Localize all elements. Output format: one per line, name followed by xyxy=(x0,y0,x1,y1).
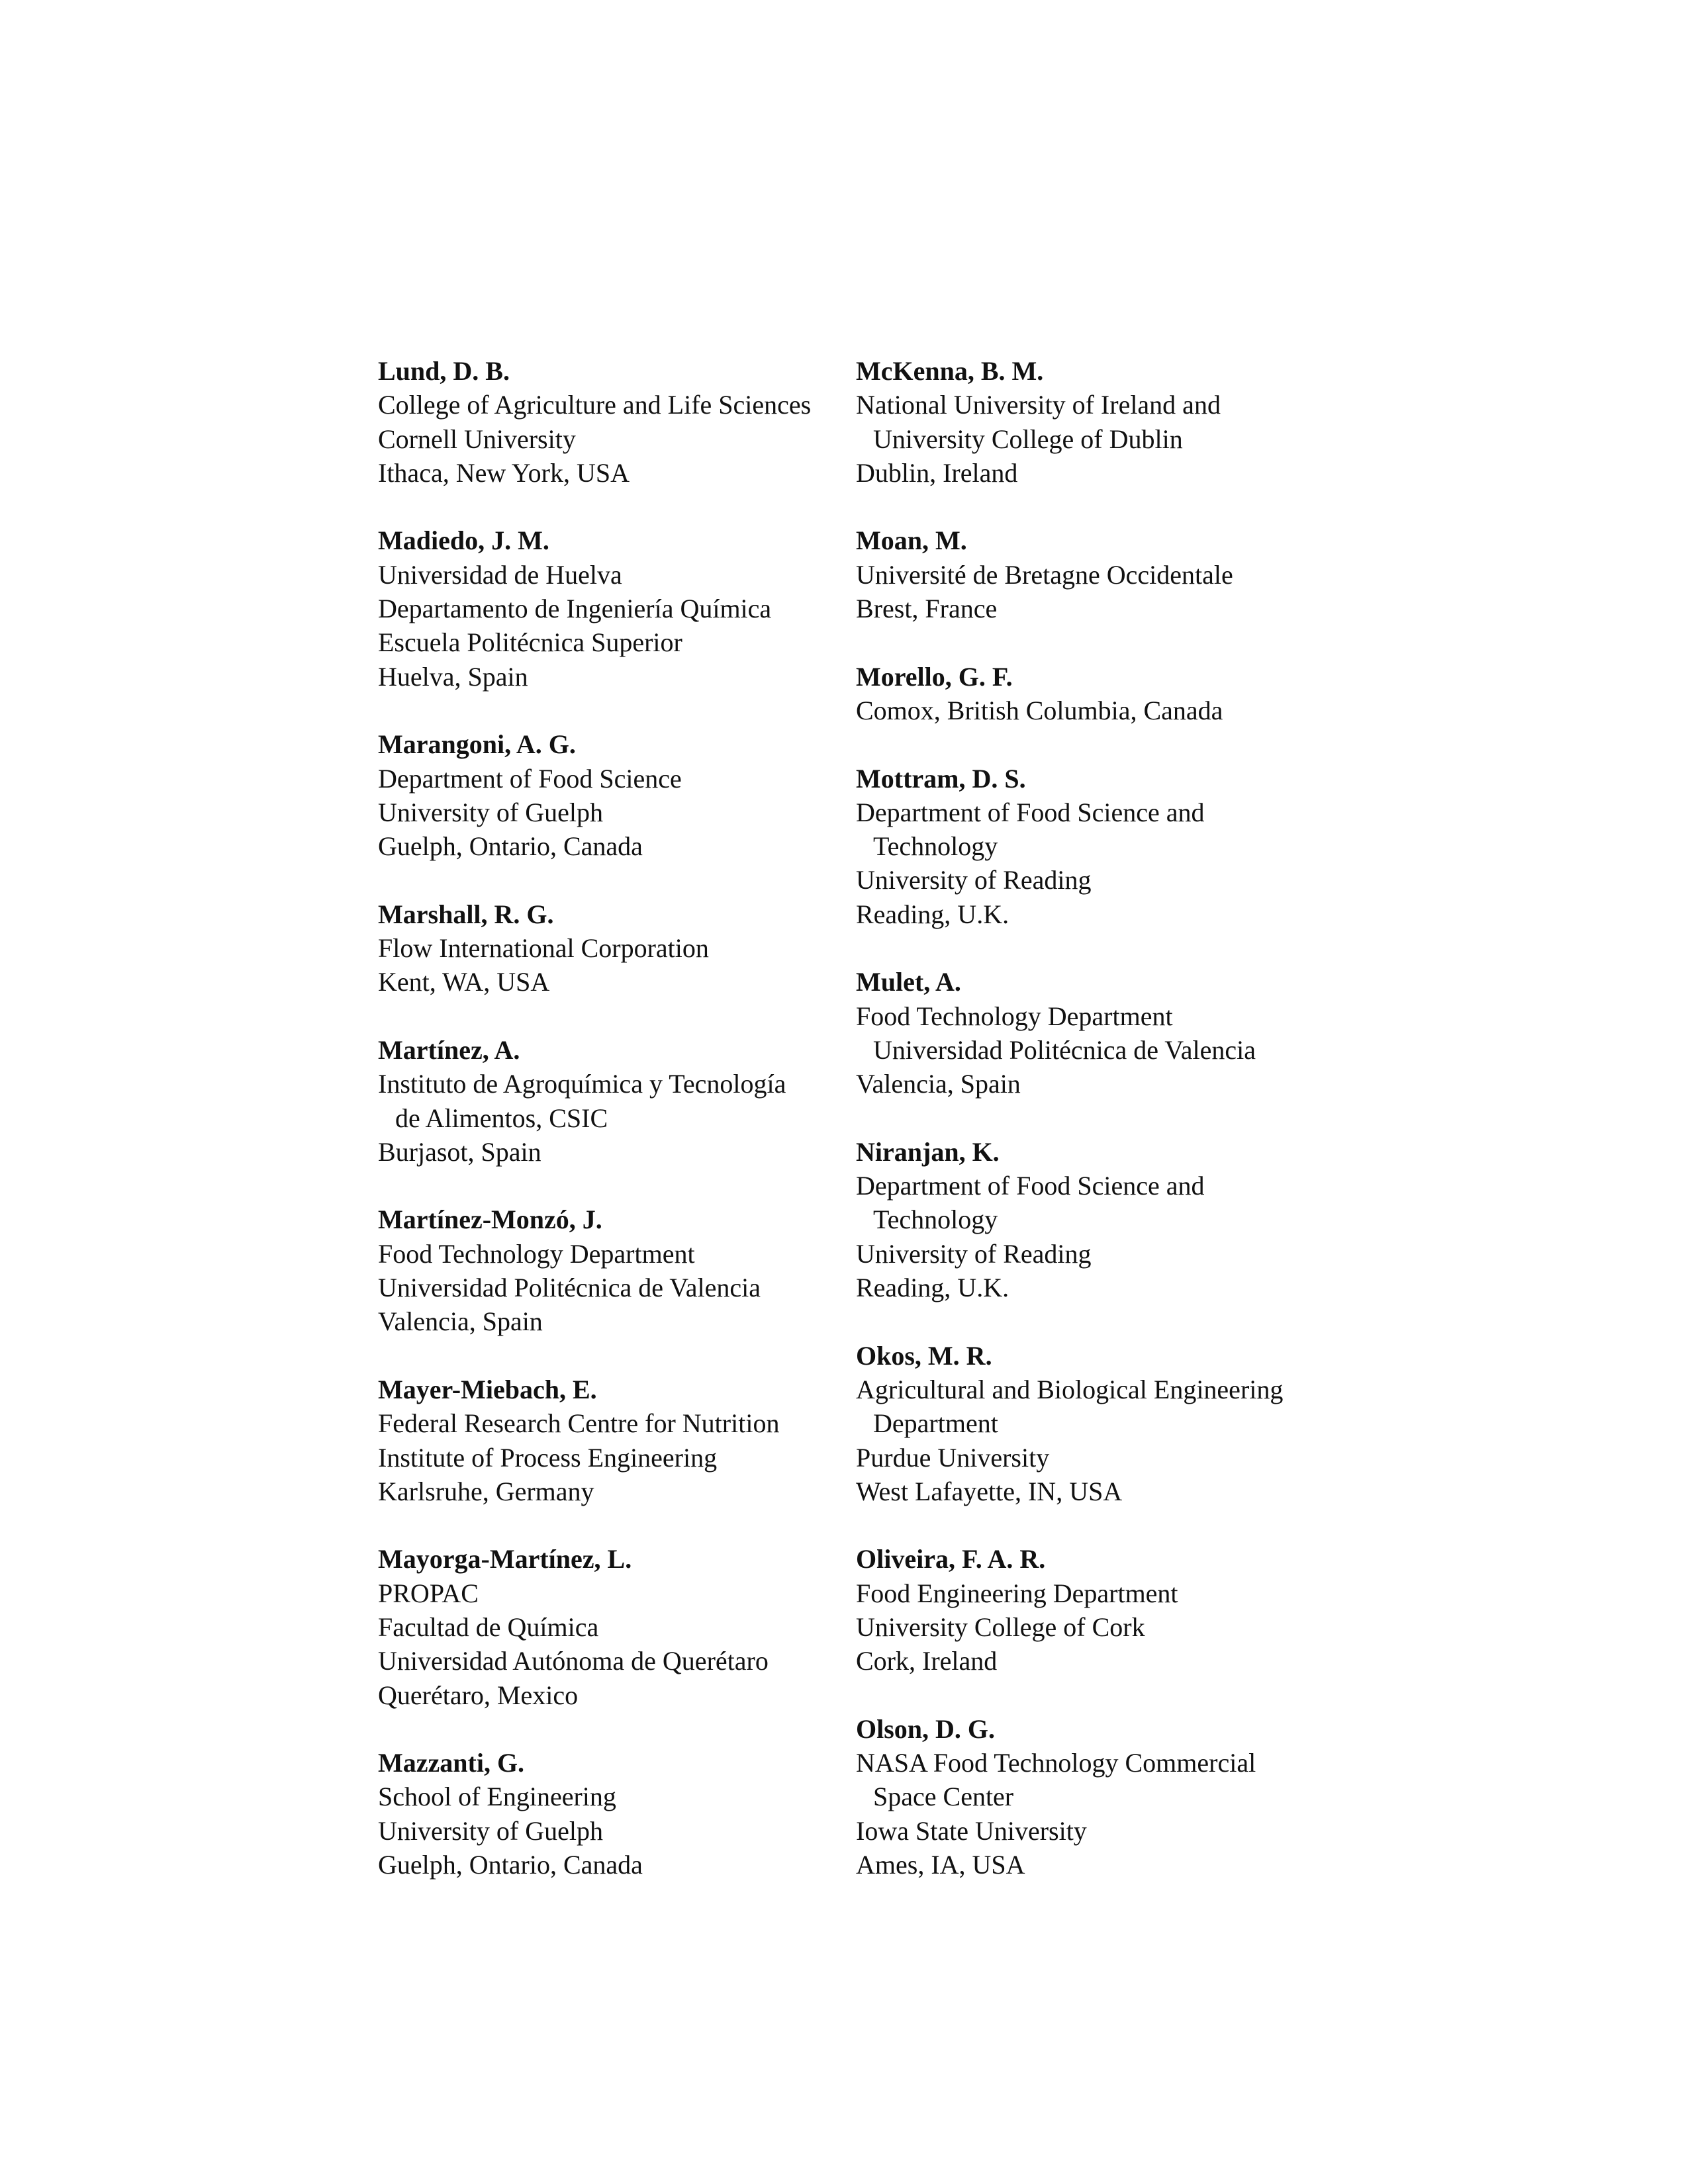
affiliation-line: Burjasot, Spain xyxy=(378,1136,541,1167)
affiliation-line: Universidad Politécnica de Valencia xyxy=(378,1273,761,1303)
affiliation-line: University College of Dublin xyxy=(873,424,1183,454)
contributor-name: Madiedo, J. M. xyxy=(378,525,549,556)
affiliation-line: Cork, Ireland xyxy=(856,1646,998,1676)
contributor-entry xyxy=(378,523,868,693)
affiliation-line: College of Agriculture and Life Sciences xyxy=(378,390,812,420)
contributor-name: Olson, D. G. xyxy=(856,1713,996,1744)
affiliation-line: University of Reading xyxy=(856,865,1092,895)
affiliation-line: Food Technology Department xyxy=(378,1238,695,1269)
contributor-name: Mazzanti, G. xyxy=(378,1748,525,1778)
contributor-name: Okos, M. R. xyxy=(856,1340,992,1371)
affiliation-line: Valencia, Spain xyxy=(378,1306,543,1337)
contributor-entry xyxy=(856,660,1346,728)
affiliation-line: Instituto de Agroquímica y Tecnología xyxy=(378,1069,786,1099)
affiliation-line: Universidad Politécnica de Valencia xyxy=(873,1034,1256,1065)
affiliation-line: Guelph, Ontario, Canada xyxy=(378,1850,643,1880)
affiliation-line: Ames, IA, USA xyxy=(856,1850,1025,1880)
contributor-entry xyxy=(856,523,1346,625)
affiliation-line: Facultad de Química xyxy=(378,1612,599,1642)
affiliation-line: Technology xyxy=(873,1205,998,1235)
affiliation-line: Flow International Corporation xyxy=(378,933,709,964)
affiliation-line: Université de Bretagne Occidentale xyxy=(856,559,1233,590)
affiliation-line: University of Guelph xyxy=(378,797,603,827)
contributor-name: Marshall, R. G. xyxy=(378,899,554,929)
affiliation-line: Departamento de Ingeniería Química xyxy=(378,594,772,624)
affiliation-line: Kent, WA, USA xyxy=(378,967,550,997)
affiliation-line: University College of Cork xyxy=(856,1612,1145,1642)
affiliation-line: University of Guelph xyxy=(378,1815,603,1846)
contributor-name: Oliveira, F. A. R. xyxy=(856,1544,1046,1574)
contributor-entry xyxy=(856,1542,1346,1678)
affiliation-line: Ithaca, New York, USA xyxy=(378,457,630,488)
affiliation-line: Department xyxy=(873,1408,998,1439)
affiliation-line: Universidad de Huelva xyxy=(378,559,622,590)
affiliation-line: National University of Ireland and xyxy=(856,390,1221,420)
contributor-name: Mayer-Miebach, E. xyxy=(378,1374,597,1404)
affiliation-line: Institute of Process Engineering xyxy=(378,1442,718,1473)
contributor-entry xyxy=(378,897,868,999)
affiliation-line: Huelva, Spain xyxy=(378,661,528,692)
affiliation-line: Brest, France xyxy=(856,594,998,624)
contributor-entry xyxy=(856,762,1346,931)
contributor-entry xyxy=(856,1339,1346,1508)
affiliation-line: Purdue University xyxy=(856,1442,1050,1473)
contributors-column-left xyxy=(378,354,868,1916)
contributor-entry xyxy=(378,1373,868,1508)
affiliation-line: West Lafayette, IN, USA xyxy=(856,1476,1123,1506)
affiliation-line: Iowa State University xyxy=(856,1815,1087,1846)
affiliation-line: de Alimentos, CSIC xyxy=(395,1103,608,1133)
affiliation-line: Dublin, Ireland xyxy=(856,457,1018,488)
contributor-name: Mayorga-Martínez, L. xyxy=(378,1544,632,1574)
contributor-entry xyxy=(378,1542,868,1711)
affiliation-line: Comox, British Columbia, Canada xyxy=(856,695,1223,725)
contributor-entry xyxy=(378,1746,868,1882)
contributor-entry xyxy=(378,1203,868,1338)
contributor-entry xyxy=(856,1135,1346,1304)
contributors-column-right xyxy=(856,354,1346,1916)
affiliation-line: NASA Food Technology Commercial xyxy=(856,1748,1256,1778)
contributor-name: Martínez, A. xyxy=(378,1034,520,1065)
affiliation-line: Federal Research Centre for Nutrition xyxy=(378,1408,780,1439)
contributor-entry xyxy=(378,1033,868,1169)
contributor-name: Lund, D. B. xyxy=(378,356,510,386)
affiliation-line: Universidad Autónoma de Querétaro xyxy=(378,1646,769,1676)
affiliation-line: University of Reading xyxy=(856,1238,1092,1269)
affiliation-line: PROPAC xyxy=(378,1578,479,1608)
contributor-entry xyxy=(856,1712,1346,1882)
contributor-name: McKenna, B. M. xyxy=(856,356,1044,386)
affiliation-line: Space Center xyxy=(873,1782,1014,1812)
contributor-name: Marangoni, A. G. xyxy=(378,729,576,760)
affiliation-line: Escuela Politécnica Superior xyxy=(378,627,682,658)
contributor-name: Mottram, D. S. xyxy=(856,763,1026,794)
contributor-name: Morello, G. F. xyxy=(856,661,1013,692)
affiliation-line: Technology xyxy=(873,831,998,862)
affiliation-line: Food Engineering Department xyxy=(856,1578,1178,1608)
affiliation-line: Cornell University xyxy=(378,424,576,454)
affiliation-line: Valencia, Spain xyxy=(856,1069,1021,1099)
contributor-name: Mulet, A. xyxy=(856,967,961,997)
contributor-entry xyxy=(856,965,1346,1101)
affiliation-line: Agricultural and Biological Engineering xyxy=(856,1374,1284,1404)
affiliation-line: Department of Food Science and xyxy=(856,1171,1205,1201)
affiliation-line: Reading, U.K. xyxy=(856,1273,1009,1303)
affiliation-line: Department of Food Science and xyxy=(856,797,1205,827)
contributor-name: Niranjan, K. xyxy=(856,1136,1000,1167)
contributor-entry xyxy=(378,354,868,490)
contributor-entry xyxy=(378,727,868,863)
affiliation-line: Department of Food Science xyxy=(378,763,682,794)
affiliation-line: Guelph, Ontario, Canada xyxy=(378,831,643,862)
contributor-entry xyxy=(856,354,1346,490)
affiliation-line: Food Technology Department xyxy=(856,1001,1173,1031)
affiliation-line: School of Engineering xyxy=(378,1782,616,1812)
affiliation-line: Karlsruhe, Germany xyxy=(378,1476,594,1506)
affiliation-line: Querétaro, Mexico xyxy=(378,1680,579,1710)
contributor-name: Moan, M. xyxy=(856,525,967,556)
affiliation-line: Reading, U.K. xyxy=(856,899,1009,929)
contributor-name: Martínez-Monzó, J. xyxy=(378,1205,602,1235)
